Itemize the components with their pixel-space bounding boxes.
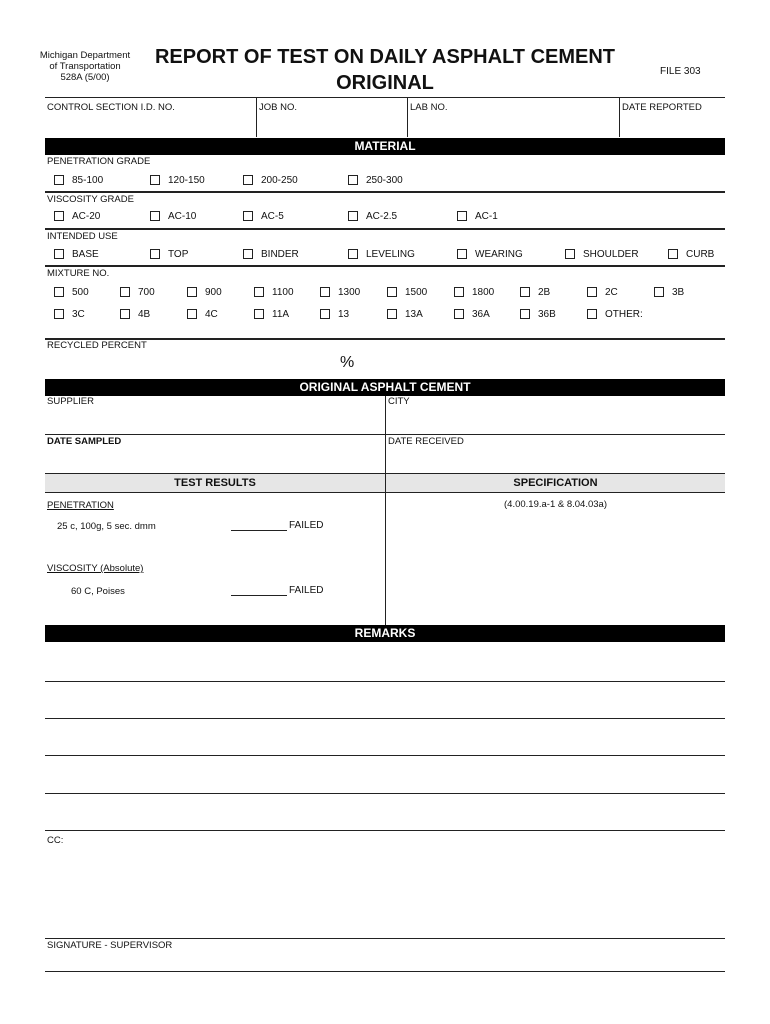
- department-block: [30, 50, 140, 83]
- remarks-line[interactable]: [45, 830, 725, 831]
- checkbox-mix-700[interactable]: 700: [120, 285, 155, 299]
- checkbox-icon: [320, 309, 330, 319]
- checkbox-mix-2c[interactable]: 2C: [587, 285, 618, 299]
- failed-label: FAILED: [289, 520, 324, 531]
- remarks-line[interactable]: [45, 755, 725, 756]
- checkbox-wearing[interactable]: WEARING: [457, 247, 523, 261]
- viscosity-label: VISCOSITY (Absolute): [47, 563, 144, 574]
- checkbox-mix-2b[interactable]: 2B: [520, 285, 550, 299]
- checkbox-icon: [187, 309, 197, 319]
- remarks-heading: REMARKS: [45, 625, 725, 642]
- file-number: FILE 303: [660, 66, 701, 77]
- supplier-field[interactable]: SUPPLIER: [47, 396, 94, 407]
- checkbox-mix-11a[interactable]: 11A: [254, 307, 289, 321]
- checkbox-curb[interactable]: CURB: [668, 247, 714, 261]
- cc-label: CC:: [47, 835, 64, 846]
- penetration-grade-label: PENETRATION GRADE: [47, 156, 151, 167]
- checkbox-icon: [348, 211, 358, 221]
- checkbox-icon: [254, 309, 264, 319]
- percent-sign: %: [340, 354, 355, 371]
- checkbox-icon: [54, 249, 64, 259]
- checkbox-icon: [254, 287, 264, 297]
- specification-heading: SPECIFICATION: [513, 477, 598, 489]
- title-line-1: REPORT OF TEST ON DAILY ASPHALT CEMENT: [154, 46, 616, 68]
- viscosity-conditions: 60 C, Poises: [71, 586, 125, 597]
- divider: [45, 265, 725, 267]
- checkbox-icon: [457, 211, 467, 221]
- city-field[interactable]: CITY: [388, 396, 410, 407]
- checkbox-icon: [150, 249, 160, 259]
- original-asphalt-heading: ORIGINAL ASPHALT CEMENT: [45, 379, 725, 396]
- checkbox-icon: [520, 287, 530, 297]
- checkbox-mix-13[interactable]: 13: [320, 307, 349, 321]
- checkbox-base[interactable]: BASE: [54, 247, 99, 261]
- checkbox-binder[interactable]: BINDER: [243, 247, 299, 261]
- checkbox-mix-36a[interactable]: 36A: [454, 307, 490, 321]
- checkbox-icon: [243, 175, 253, 185]
- dept-line-1: Michigan Department: [39, 50, 131, 61]
- checkbox-icon: [457, 249, 467, 259]
- title-line-2: ORIGINAL: [336, 72, 434, 94]
- checkbox-mix-36b[interactable]: 36B: [520, 307, 556, 321]
- checkbox-icon: [565, 249, 575, 259]
- checkbox-250-300[interactable]: 250-300: [348, 173, 403, 187]
- checkbox-mix-13a[interactable]: 13A: [387, 307, 423, 321]
- checkbox-200-250[interactable]: 200-250: [243, 173, 298, 187]
- form-number: 528A (5/00): [60, 72, 110, 83]
- checkbox-120-150[interactable]: 120-150: [150, 173, 205, 187]
- remarks-line[interactable]: [45, 793, 725, 794]
- viscosity-blank[interactable]: [231, 586, 287, 596]
- dept-line-2: of Transportation: [49, 61, 121, 72]
- checkbox-mix-3c[interactable]: 3C: [54, 307, 85, 321]
- penetration-blank[interactable]: [231, 521, 287, 531]
- checkbox-ac-1[interactable]: AC-1: [457, 209, 498, 223]
- checkbox-mix-other[interactable]: OTHER:: [587, 307, 643, 321]
- divider: [45, 228, 725, 230]
- divider: [45, 338, 725, 340]
- checkbox-leveling[interactable]: LEVELING: [348, 247, 415, 261]
- checkbox-mix-3b[interactable]: 3B: [654, 285, 684, 299]
- penetration-conditions: 25 c, 100g, 5 sec. dmm: [57, 521, 156, 532]
- divider: [407, 97, 408, 137]
- checkbox-icon: [654, 287, 664, 297]
- checkbox-icon: [120, 309, 130, 319]
- checkbox-icon: [150, 211, 160, 221]
- signature-line[interactable]: [45, 971, 725, 972]
- checkbox-85-100[interactable]: 85-100: [54, 173, 103, 187]
- divider: [45, 97, 725, 98]
- job-no-field[interactable]: JOB NO.: [259, 102, 298, 113]
- divider: [45, 938, 725, 939]
- checkbox-mix-4b[interactable]: 4B: [120, 307, 150, 321]
- checkbox-icon: [243, 249, 253, 259]
- checkbox-icon: [54, 287, 64, 297]
- date-sampled-field[interactable]: DATE SAMPLED: [47, 436, 122, 447]
- checkbox-icon: [54, 175, 64, 185]
- viscosity-result[interactable]: [231, 585, 323, 596]
- checkbox-mix-1500[interactable]: 1500: [387, 285, 427, 299]
- checkbox-mix-1800[interactable]: 1800: [454, 285, 494, 299]
- checkbox-mix-1300[interactable]: 1300: [320, 285, 360, 299]
- remarks-line[interactable]: [45, 718, 725, 719]
- checkbox-icon: [320, 287, 330, 297]
- checkbox-icon: [150, 175, 160, 185]
- checkbox-icon: [120, 287, 130, 297]
- checkbox-ac-20[interactable]: AC-20: [54, 209, 100, 223]
- checkbox-icon: [387, 309, 397, 319]
- page-title: [140, 44, 630, 96]
- intended-use-label: INTENDED USE: [47, 231, 118, 242]
- checkbox-icon: [187, 287, 197, 297]
- divider: [256, 97, 257, 137]
- checkbox-icon: [668, 249, 678, 259]
- divider: [45, 434, 725, 435]
- checkbox-ac-5[interactable]: AC-5: [243, 209, 284, 223]
- mixture-no-label: MIXTURE NO.: [47, 268, 110, 279]
- checkbox-icon: [243, 211, 253, 221]
- checkbox-icon: [54, 309, 64, 319]
- checkbox-shoulder[interactable]: SHOULDER: [565, 247, 639, 261]
- checkbox-mix-1100[interactable]: 1100: [254, 285, 294, 299]
- material-heading: MATERIAL: [45, 138, 725, 155]
- viscosity-grade-label: VISCOSITY GRADE: [47, 194, 134, 205]
- checkbox-icon: [54, 211, 64, 221]
- date-reported-field[interactable]: DATE REPORTED: [622, 102, 702, 113]
- checkbox-mix-500[interactable]: 500: [54, 285, 89, 299]
- checkbox-icon: [587, 309, 597, 319]
- signature-label: SIGNATURE - SUPERVISOR: [47, 940, 173, 951]
- checkbox-icon: [520, 309, 530, 319]
- failed-label: FAILED: [289, 585, 324, 596]
- checkbox-ac-10[interactable]: AC-10: [150, 209, 196, 223]
- spec-reference: (4.00.19.a-1 & 8.04.03a): [504, 499, 607, 510]
- recycled-percent-label: RECYCLED PERCENT: [47, 340, 147, 351]
- penetration-label: PENETRATION: [47, 500, 114, 511]
- checkbox-icon: [348, 249, 358, 259]
- test-results-heading: TEST RESULTS: [174, 477, 256, 489]
- checkbox-icon: [454, 309, 464, 319]
- checkbox-mix-900[interactable]: 900: [187, 285, 222, 299]
- checkbox-top[interactable]: TOP: [150, 247, 188, 261]
- lab-no-field[interactable]: LAB NO.: [410, 102, 448, 113]
- date-received-field[interactable]: DATE RECEIVED: [388, 436, 464, 447]
- remarks-line[interactable]: [45, 681, 725, 682]
- control-section-field[interactable]: CONTROL SECTION I.D. NO.: [47, 102, 175, 113]
- checkbox-ac-2-5[interactable]: AC-2.5: [348, 209, 397, 223]
- checkbox-icon: [387, 287, 397, 297]
- divider: [619, 97, 620, 137]
- checkbox-icon: [348, 175, 358, 185]
- divider: [45, 191, 725, 193]
- checkbox-mix-4c[interactable]: 4C: [187, 307, 218, 321]
- divider: [385, 473, 386, 625]
- checkbox-icon: [587, 287, 597, 297]
- penetration-result[interactable]: [231, 520, 323, 531]
- checkbox-icon: [454, 287, 464, 297]
